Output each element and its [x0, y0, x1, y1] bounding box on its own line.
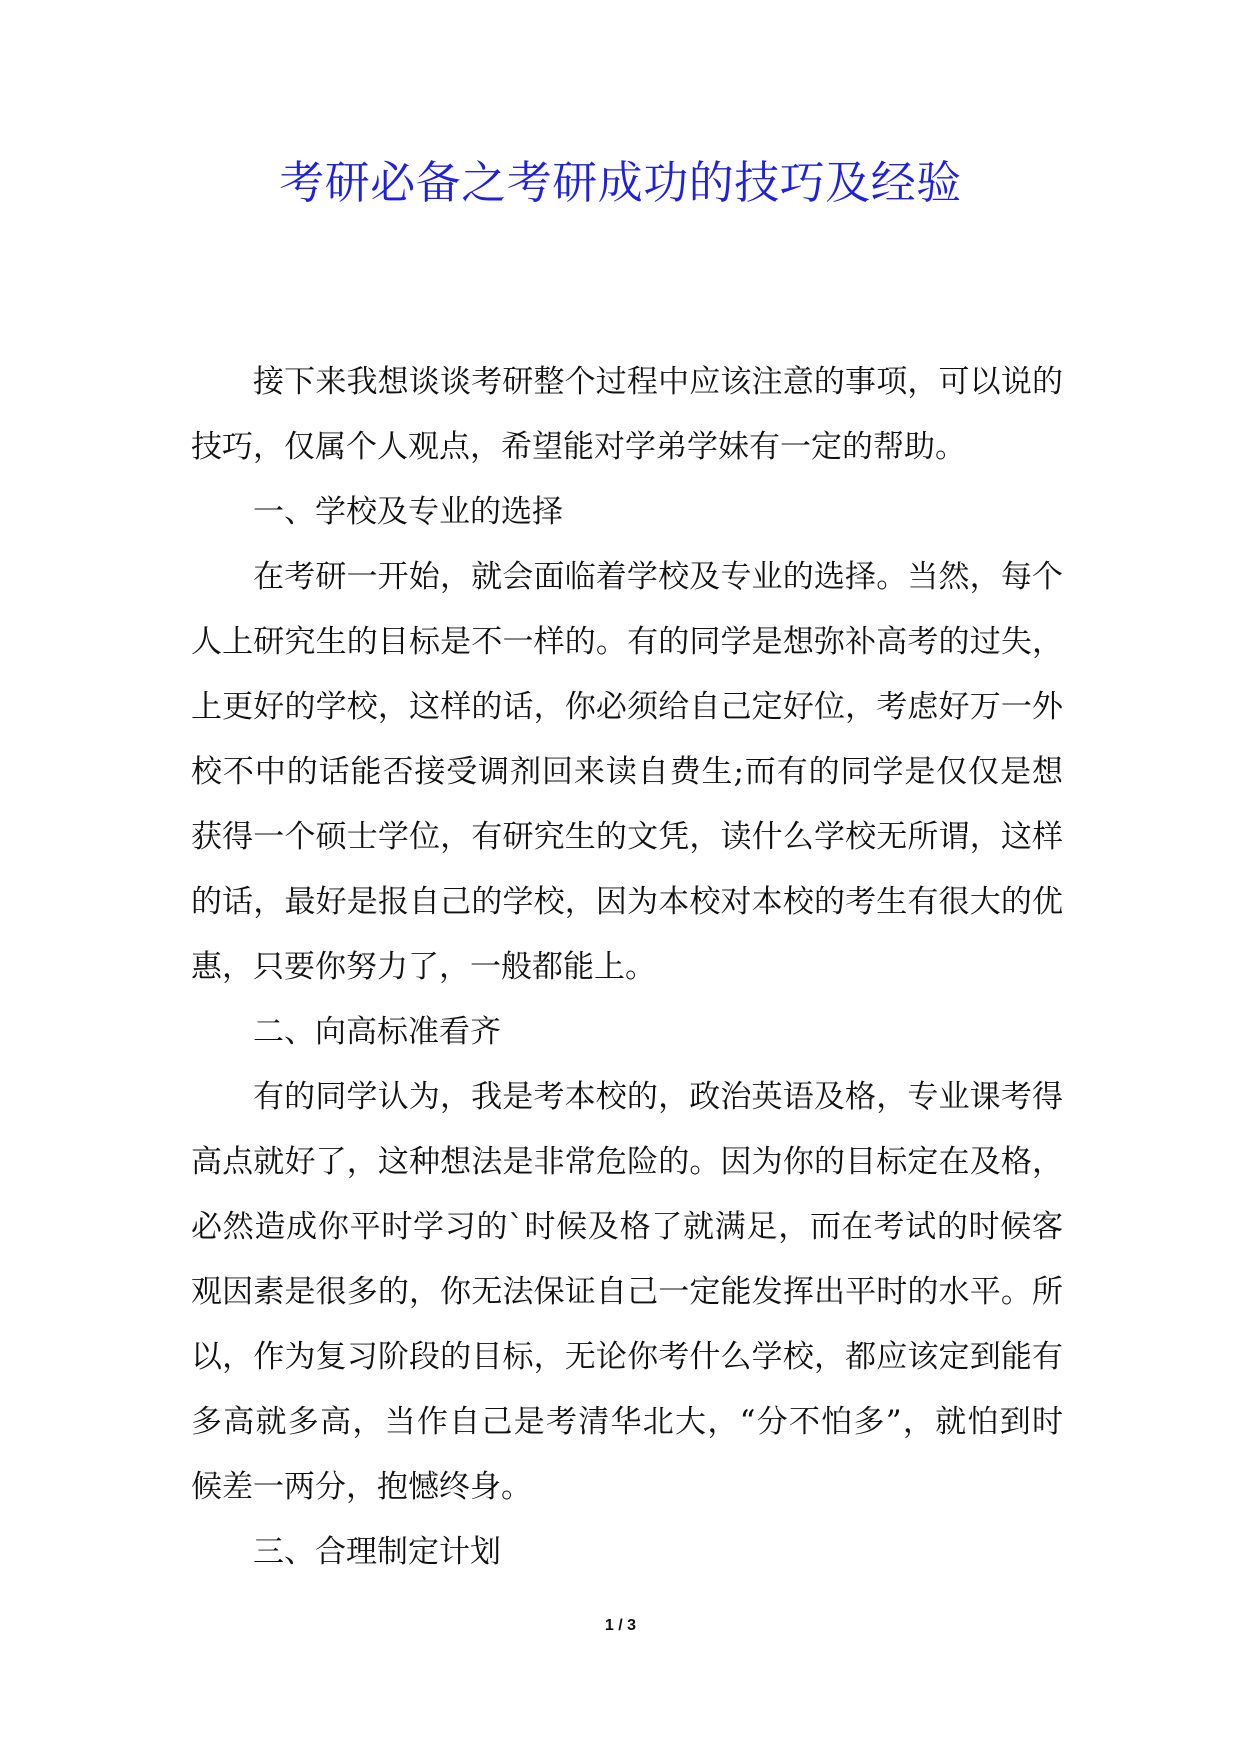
paragraph-line: 人上研究生的目标是不一样的。有的同学是想弥补高考的过失， [191, 624, 1063, 660]
paragraph-line: 惠，只要你努力了，一般都能上。 [191, 949, 656, 985]
paragraph-line: 的话，最好是报自己的学校，因为本校对本校的考生有很大的优 [191, 884, 1063, 920]
paragraph-line: 在考研一开始，就会面临着学校及专业的选择。当然，每个 [253, 559, 1063, 595]
paragraph-line: 候差一两分，抱憾终身。 [191, 1469, 532, 1505]
paragraph [191, 1065, 1063, 1520]
document-body [191, 350, 1063, 1585]
paragraph-line: 校不中的话能否接受调剂回来读自费生;而有的同学是仅仅是想 [191, 754, 1063, 790]
section-heading: 一、学校及专业的选择 [253, 494, 563, 530]
paragraph-line: 观因素是很多的，你无法保证自己一定能发挥出平时的水平。所 [191, 1274, 1063, 1310]
paragraph-line: 以，作为复习阶段的目标，无论你考什么学校，都应该定到能有 [191, 1339, 1063, 1375]
page-number: 1 / 3 [604, 1617, 637, 1634]
paragraph [191, 545, 1063, 1000]
paragraph-line: 接下来我想谈谈考研整个过程中应该注意的事项，可以说的 [253, 364, 1063, 400]
section-heading: 二、向高标准看齐 [253, 1014, 501, 1050]
paragraph-line: 有的同学认为，我是考本校的，政治英语及格，专业课考得 [253, 1079, 1063, 1115]
paragraph [191, 350, 1063, 480]
paragraph-line: 技巧，仅属个人观点，希望能对学弟学妹有一定的帮助。 [191, 429, 966, 465]
paragraph-line: 多高就多高，当作自己是考清华北大，“分不怕多”，就怕到时 [191, 1404, 1063, 1440]
paragraph-line: 上更好的学校，这样的话，你必须给自己定好位，考虑好万一外 [191, 689, 1063, 725]
paragraph-line: 必然造成你平时学习的`时候及格了就满足，而在考试的时候客 [191, 1209, 1063, 1245]
section-heading: 三、合理制定计划 [253, 1534, 501, 1570]
document-title: 考研必备之考研成功的技巧及经验 [279, 156, 962, 209]
paragraph-line: 高点就好了，这种想法是非常危险的。因为你的目标定在及格， [191, 1144, 1063, 1180]
paragraph-line: 获得一个硕士学位，有研究生的文凭，读什么学校无所谓，这样 [191, 819, 1063, 855]
